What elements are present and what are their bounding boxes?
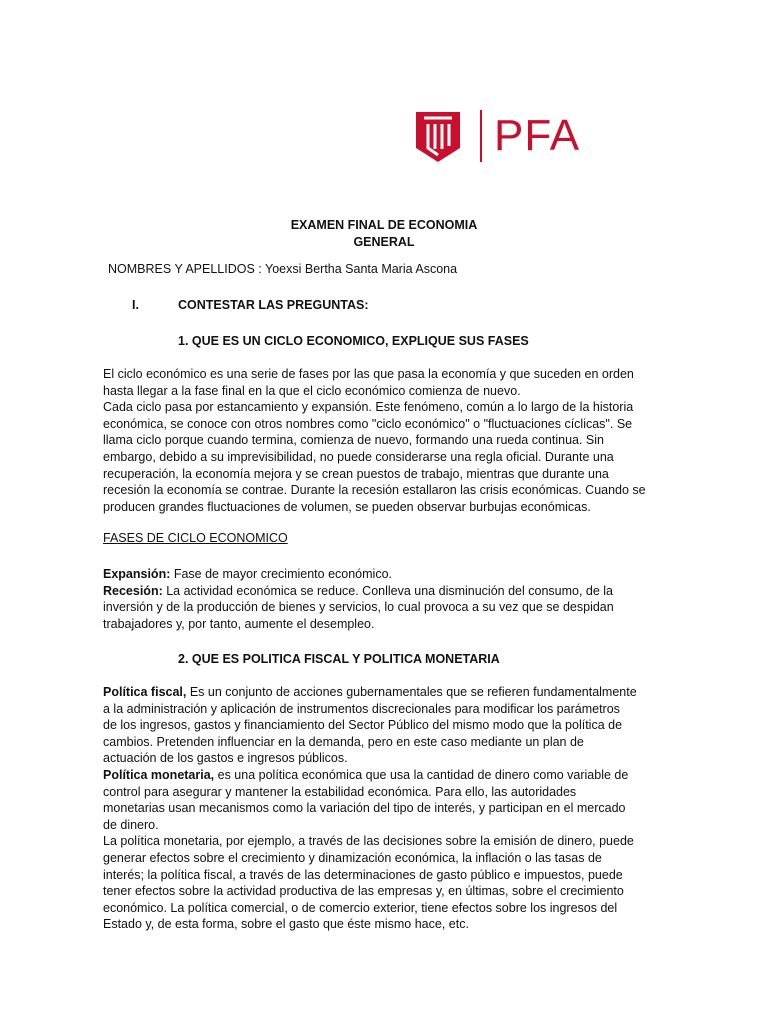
answer-line: de los ingresos, gastos y financiamiento del Sector Público del mismo modo que la política de: [103, 718, 623, 733]
section-heading: CONTESTAR LAS PREGUNTAS:: [178, 298, 369, 312]
brand-name: PFA: [494, 111, 581, 160]
answer-line: llama ciclo porque cuando termina, comienza de nuevo, formando una rueda continua. Sin: [103, 433, 605, 448]
phases-list: [103, 566, 683, 632]
answer-line: tener efectos sobre la actividad productiva de las empresas y, en últimas, sobre el crecimiento: [103, 884, 624, 899]
section-number: I.: [132, 298, 139, 312]
student-name: Yoexsi Bertha Santa Maria Ascona: [265, 262, 458, 276]
answer-line: monetarias usan mecanismos como la variación del tipo de interés, y participan en el mercado: [103, 801, 626, 816]
answer-line: generar efectos sobre el crecimiento y dinamización económica, la inflación o las tasas de: [103, 850, 602, 865]
expansion-label: Expansión:: [103, 567, 171, 581]
answer-line: interés; la política fiscal, a través de las determinaciones de gasto público e impuestos, puede: [103, 867, 623, 882]
answer-line: hasta llegar a la fase final en la que el ciclo económico comienza de nuevo.: [103, 383, 521, 398]
question-1-heading: 1. QUE ES UN CICLO ECONOMICO, EXPLIQUE SUS FASES: [178, 334, 529, 348]
answer-line: El ciclo económico es una serie de fases por las que pasa la economía y que suceden en orden: [103, 367, 634, 381]
fiscal-label: Política fiscal,: [103, 685, 187, 699]
fiscal-first-line: [103, 684, 683, 701]
answer-line: económico. La política comercial, o de comercio exterior, tiene efectos sobre los ingresos del: [103, 900, 618, 915]
expansion-text: Fase de mayor crecimiento económico.: [170, 567, 392, 581]
exam-subtitle: GENERAL: [353, 235, 415, 249]
answer-line: de dinero.: [103, 817, 159, 832]
answer-line: trabajadores y, por tanto, aumente el desempleo.: [103, 616, 375, 631]
monetary-label: Política monetaria,: [103, 767, 215, 782]
student-name-line: [108, 262, 457, 276]
recession-label: Recesión:: [103, 583, 163, 598]
logo-divider: [480, 110, 482, 162]
monetary-first-line: [103, 767, 683, 784]
answer-line: Cada ciclo pasa por estancamiento y expansión. Este fenómeno, común a lo largo de la historia: [103, 400, 634, 415]
answer-line: Estado y, de esta forma, sobre el gasto que éste mismo hace, etc.: [103, 917, 469, 932]
question-1-answer: [103, 366, 683, 515]
phase-expansion: [103, 566, 683, 583]
answer-line: La política monetaria, por ejemplo, a través de las decisiones sobre la emisión de dinero, puede: [103, 834, 634, 849]
question-2-heading: 2. QUE ES POLITICA FISCAL Y POLITICA MONETARIA: [178, 652, 500, 666]
answer-line: recuperación, la economía mejora y se crean puestos de trabajo, mientras que durante una: [103, 466, 609, 481]
question-2-answer: [103, 684, 683, 933]
pfa-logo: [414, 108, 580, 164]
fiscal-text: Es un conjunto de acciones gubernamentales que se refieren fundamentalmente: [186, 685, 637, 699]
answer-line: a la administración y aplicación de instrumentos discrecionales para modificar los parámetros: [103, 701, 620, 716]
student-label: NOMBRES Y APELLIDOS :: [108, 262, 262, 276]
answer-line: control para asegurar y mantener la estabilidad económica. Para ello, las autoridades: [103, 784, 577, 799]
answer-line: económica, se conoce con otros nombres como "ciclo económico" o "fluctuaciones cíclicas". Se: [103, 416, 633, 431]
answer-line: cambios. Pretenden influenciar en la demanda, pero en este caso mediante un plan de: [103, 734, 584, 749]
answer-line: inversión y de la producción de bienes y servicios, lo cual provoca a su vez que se despidan: [103, 600, 614, 615]
answer-line: embargo, debido a su imprevisibilidad, no puede considerarse una regla oficial. Durante una: [103, 449, 614, 464]
answer-line: actuación de los gastos e ingresos públicos.: [103, 751, 348, 766]
monetary-text: es una política económica que usa la cantidad de dinero como variable de: [214, 767, 629, 782]
exam-title: EXAMEN FINAL DE ECONOMIA: [290, 218, 478, 232]
answer-line: producen grandes fluctuaciones de volumen, se pueden observar burbujas económicas.: [103, 499, 591, 514]
phases-subtitle: FASES DE CICLO ECONOMICO: [103, 531, 288, 545]
recession-text: La actividad económica se reduce. Conlleva una disminución del consumo, de la: [162, 583, 614, 598]
upc-shield-icon: [414, 108, 462, 164]
phase-recession: [103, 583, 683, 600]
answer-line: recesión la economía se contrae. Durante la recesión estallaron las crisis económicas. Cuando se: [103, 483, 646, 498]
